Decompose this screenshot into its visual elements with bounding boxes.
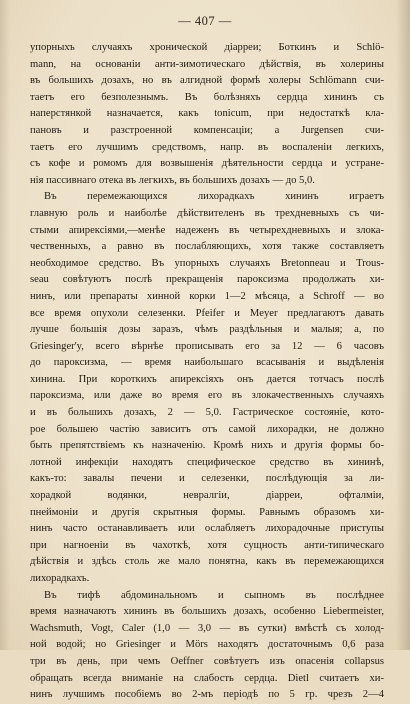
text-line: съ кофе и ромомъ для возвышенія дѣятельности сердца и устране- — [30, 158, 384, 170]
text-line: нинъ часто останавливаетъ или ослабляетъ лихорадочные приступы — [30, 523, 384, 535]
text-line: Wachsmuth, Vogt, Caler (1,0 — 3,0 — въ сутки) вмѣстѣ съ холод- — [30, 622, 384, 634]
text-line: главную роль и наиболѣе дѣйствителенъ въ трехдневныхъ съ чи- — [30, 207, 384, 219]
text-line: Въ тифѣ абдоминальномъ и сыпномъ въ послѣднее — [44, 589, 384, 601]
body-text — [30, 40, 384, 704]
text-line: таетъ его безполезнымъ. Въ болѣзняхъ сердца хининъ съ — [30, 91, 384, 103]
text-line: чественныхъ, а равно въ послабляющихъ, хотя также составляетъ — [30, 241, 384, 253]
text-line: при нагноеніи въ чахоткѣ, хотя сущность анти-типическаго — [30, 539, 384, 551]
text-line: обращать всегда вниманіе на слабость сердца. Dietl считаетъ хи- — [30, 672, 384, 684]
text-line: таетъ его лучшимъ средствомъ, напр. въ воспаленіи легкихъ, — [30, 141, 384, 153]
text-line: хинина. При короткихъ апирексіяхъ онъ дается тотчасъ послѣ — [30, 373, 384, 385]
text-line: пароксизма, или даже во время его въ злокачественныхъ случаяхъ — [30, 390, 384, 402]
text-line: какъ-то: завалы печени и селезенки, послѣдующія за ли- — [30, 473, 384, 485]
text-line: упорныхъ случаяхъ хронической діарреи; Боткинъ и Schlö- — [30, 42, 384, 53]
text-line: пнеймоніи и другія скрытныя формы. Равнымъ образомъ хи- — [30, 506, 384, 518]
text-line: seau совѣтуютъ послѣ прекращенія пароксизма продолжать хи- — [30, 274, 384, 286]
text-line: и въ большихъ дозахъ, 2 — 5,0. Гастрическое состояніе, кото- — [30, 407, 384, 419]
text-line: необходимое средство. Въ упорныхъ случаяхъ Bretonneau и Trous- — [30, 257, 384, 269]
text-line: Griesinger'y, всего вѣрнѣе прописывать его за 12 — 6 часовъ — [30, 340, 384, 352]
text-line: лихорадкахъ. — [30, 573, 90, 584]
text-line: рое большею частію зависитъ отъ самой лихорадки, не должно — [30, 423, 384, 435]
page-number: — 407 — — [178, 14, 232, 28]
page-left-shadow — [0, 0, 10, 650]
text-line: нинъ лучшимъ пособіемъ во 2-мъ періодѣ по 5 гр. чрезъ 2—4 — [30, 689, 384, 701]
page-right-shadow — [396, 0, 410, 650]
text-line: стыми апирексіями,—менѣе надеженъ въ четырехдневныхъ и злока- — [30, 224, 384, 236]
text-line: лучше большія дозы заразъ, чѣмъ раздѣльныя и малыя; а, по — [30, 324, 384, 336]
text-line: лотной инфекціи находятъ специфическое средство въ хининѣ, — [30, 456, 384, 468]
text-line: до пароксизма, — время наибольшаго всасыванія и выдѣленія — [30, 357, 384, 369]
text-line: быть препятствіемъ къ назначенію. Кромѣ нихъ и другія формы бо- — [30, 440, 384, 452]
text-line: хорадкой водянки, невралгіи, діарреи, офталміи, — [30, 490, 384, 502]
text-line: Въ перемежающихся лихорадкахъ хининъ играетъ — [44, 191, 384, 203]
text-line: все время опухоли селезенки. Pfeifer и Meyer предлагаютъ давать — [30, 307, 384, 319]
text-line: время назначаютъ хининъ въ большихъ дозахъ, особенно Liebermeister, — [30, 606, 384, 618]
text-line: нія пассивнаго отека въ легкихъ, въ большихъ дозахъ — до 5,0. — [30, 174, 315, 186]
text-line: въ большихъ дозахъ, но въ алгидной формѣ холеры Schlömann счи- — [30, 75, 384, 87]
text-line: наперстянкой назначается, какъ tonicum, при недостаткѣ кла- — [30, 108, 384, 120]
text-line: mann, на основаніи анти-зимотическаго дѣйствія, въ холерины — [30, 58, 384, 70]
text-line: пановъ и разстроенной компенсаціи; a Jurgensen счи- — [30, 124, 384, 136]
text-line: дѣйствія и здѣсь столь же мало понятна, какъ въ перемежающихся — [30, 556, 384, 568]
text-line: три въ день, при чемъ Oeffner совѣтуетъ изъ опасенія collapsus — [30, 655, 384, 667]
text-line: нинъ, или препараты хинной корки 1—2 мѣсяца, а Schroff — во — [30, 290, 384, 302]
text-line: ной водой; но Griesinger и Mörs находятъ достаточнымъ 0,6 раза — [30, 639, 384, 651]
